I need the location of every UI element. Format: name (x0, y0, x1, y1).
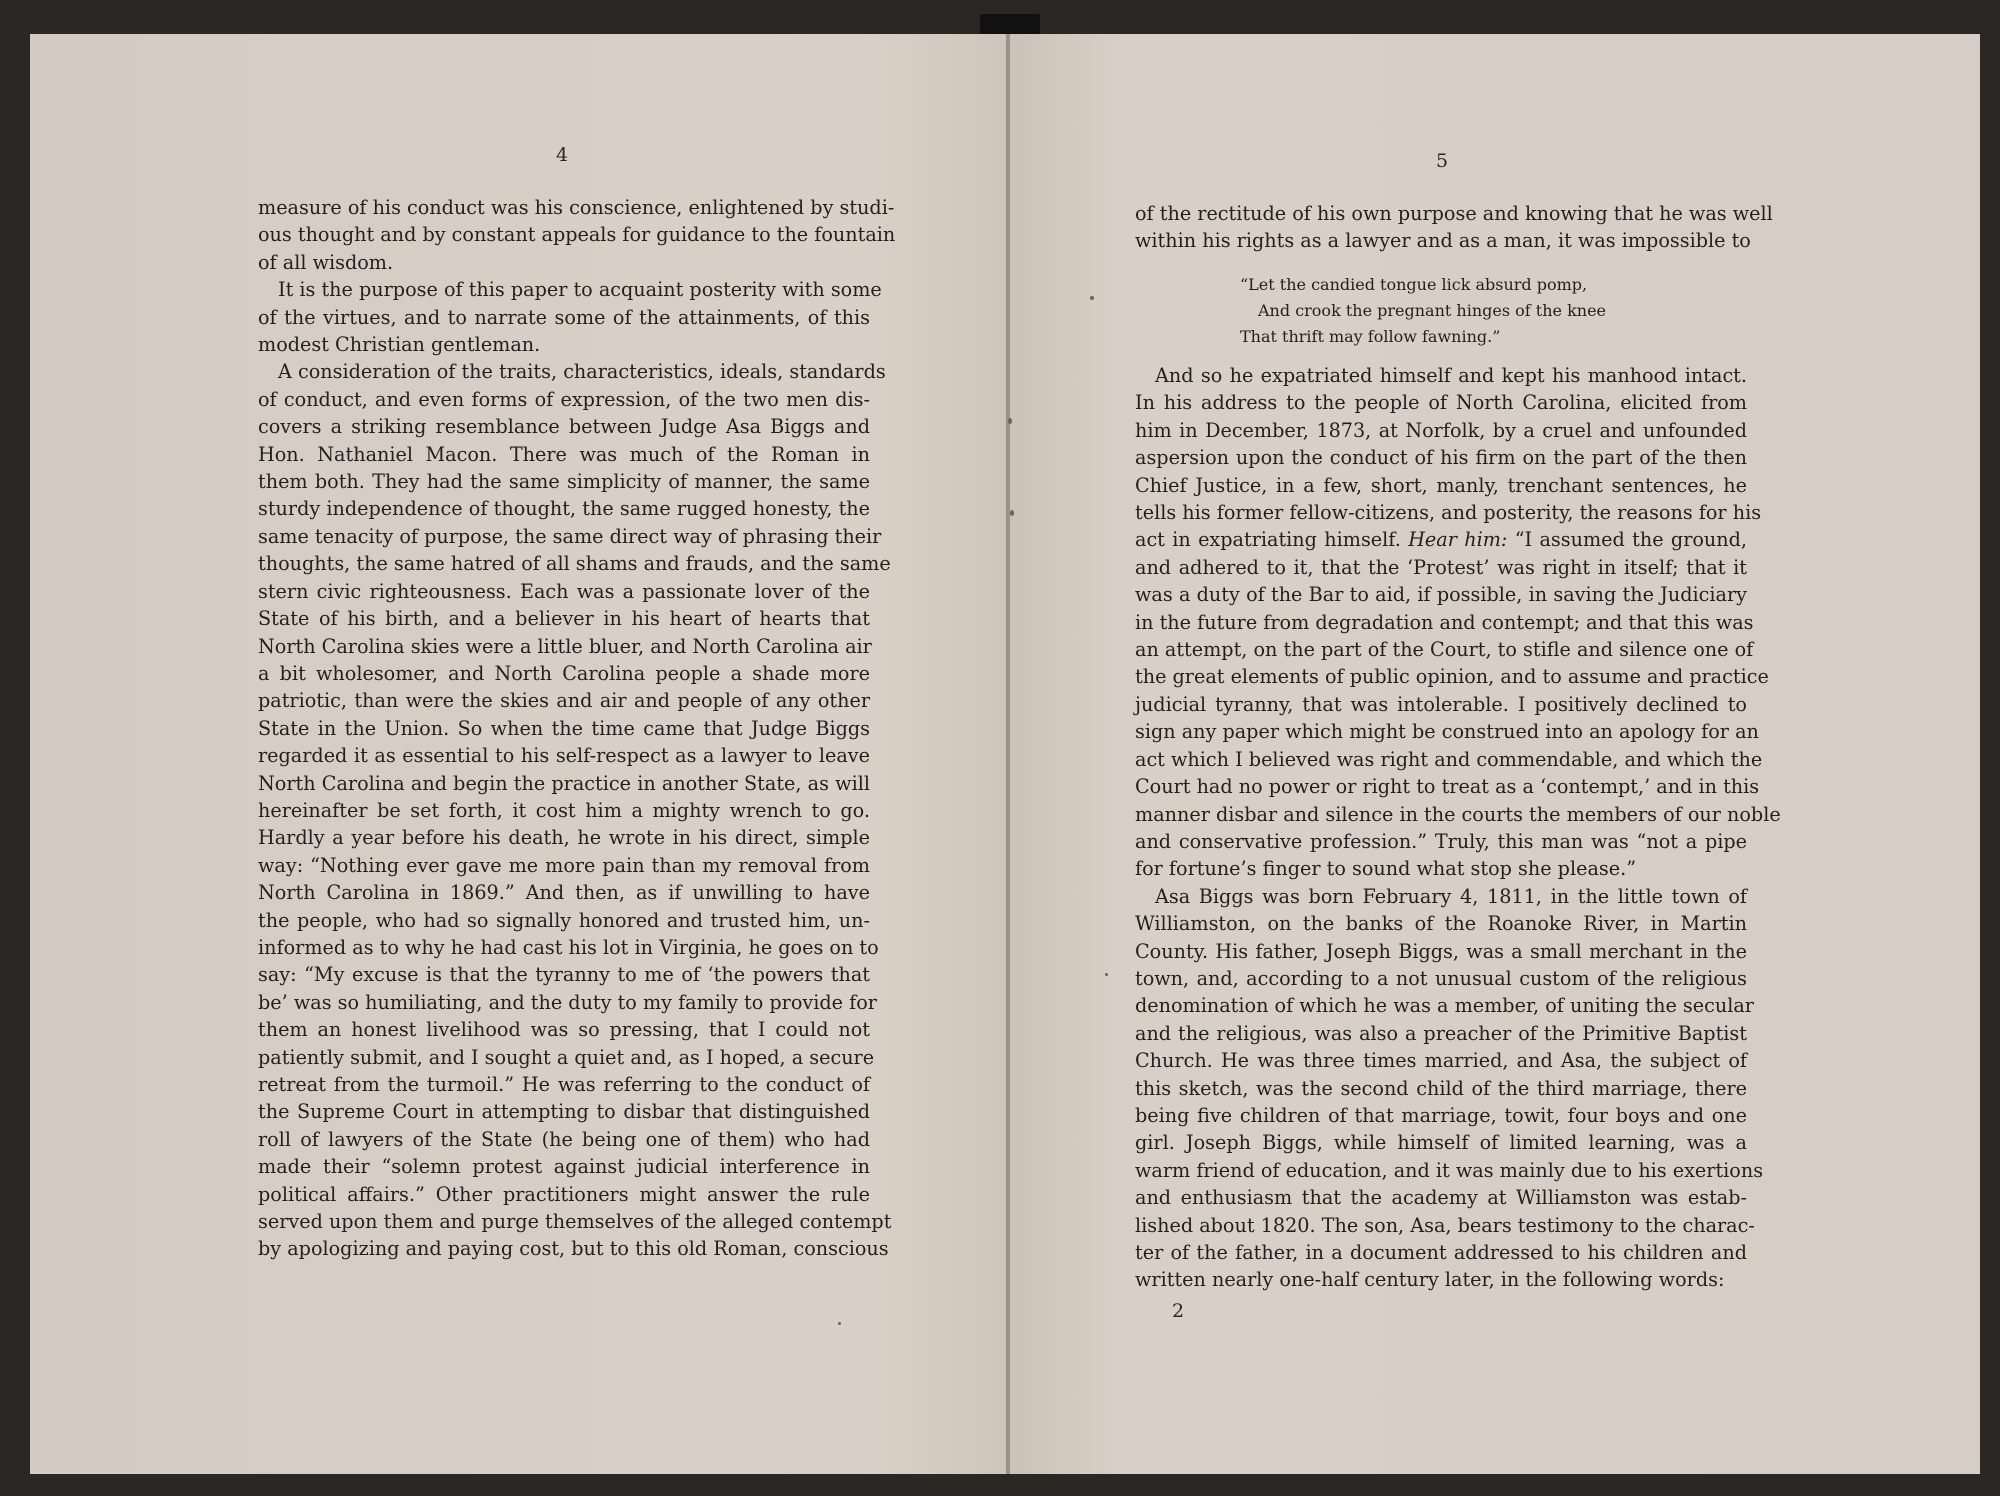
text-line: him in December, 1873, at Norfolk, by a cruel and unfounded (1135, 418, 1747, 442)
book-gutter (1006, 34, 1010, 1474)
text-line: Hardly a year before his death, he wrote in his direct, simple (258, 826, 870, 850)
text-line: retreat from the turmoil.” He was referring to the conduct of (258, 1073, 870, 1096)
text-line: Williamston, on the banks of the Roanoke River, in Martin (1135, 912, 1747, 936)
text-line: North Carolina and begin the practice in another State, as will (258, 771, 870, 795)
text-line: stern civic righteousness. Each was a passionate lover of the (258, 579, 870, 603)
text-line: patriotic, than were the skies and air and people of any other (258, 689, 870, 713)
text-line: this sketch, was the second child of the third marriage, there (1135, 1076, 1747, 1100)
text-line: within his rights as a lawyer and as a man, it was impossible to (1135, 229, 1751, 253)
quote-line-1: “Let the candied tongue lick absurd pomp, (1240, 275, 1588, 294)
signature-mark: 2 (1172, 1300, 1185, 1322)
text-line: served upon them and purge themselves of the alleged contempt (258, 1210, 892, 1234)
text-line: an attempt, on the part of the Court, to stifle and silence one of (1135, 638, 1754, 662)
italic-follow-text: “I assumed the ground, (1507, 528, 1748, 552)
text-line: sturdy independence of thought, the same rugged honesty, the (258, 497, 870, 521)
text-line: State in the Union. So when the time came that Judge Biggs (258, 716, 870, 740)
text-line: written nearly one-half century later, in the following words: (1135, 1268, 1725, 1292)
quote-line-2: And crook the pregnant hinges of the knee (1258, 301, 1606, 320)
text-line: patiently submit, and I sought a quiet and, as I hoped, a secure (258, 1045, 875, 1069)
text-line: lished about 1820. The son, Asa, bears testimony to the charac- (1135, 1213, 1755, 1237)
text-line: Hon. Nathaniel Macon. There was much of the Roman in (258, 442, 870, 466)
text-line: judicial tyranny, that was intolerable. I positively declined to (1135, 692, 1747, 716)
paper-speck (1010, 510, 1014, 516)
text-line: modest Christian gentleman. (258, 333, 541, 357)
text-line: In his address to the people of North Carolina, elicited from (1135, 391, 1747, 415)
right-page-number: 5 (1436, 150, 1449, 172)
text-line: made their “solemn protest against judicial interference in (258, 1155, 870, 1179)
text-line: and enthusiasm that the academy at Williamston was estab- (1135, 1186, 1747, 1210)
text-line: tells his former fellow-citizens, and posterity, the reasons for his (1135, 501, 1762, 525)
poetry-quote (1240, 272, 1680, 350)
left-page-text (258, 194, 896, 1263)
text-line: of the virtues, and to narrate some of the attainments, of this (258, 305, 870, 329)
text-line: them both. They had the same simplicity of manner, the same (258, 470, 870, 494)
text-line: It is the purpose of this paper to acquaint posterity with some (278, 278, 882, 302)
text-line: County. His father, Joseph Biggs, was a small merchant in the (1135, 939, 1747, 963)
paragraph (258, 358, 892, 1262)
text-line: being five children of that marriage, towit, four boys and one (1135, 1103, 1747, 1127)
text-line: Asa Biggs was born February 4, 1811, in the little town of (1155, 884, 1747, 908)
text-line: the Supreme Court in attempting to disbar that distinguished (258, 1100, 870, 1124)
paragraph (1135, 362, 1781, 883)
text-line: Court had no power or right to treat as a ‘contempt,’ and in this (1135, 775, 1760, 799)
text-line: in the future from degradation and contempt; and that this was (1135, 610, 1754, 634)
text-line: them an honest livelihood was so pressing, that I could not (258, 1018, 870, 1042)
text-line: roll of lawyers of the State (he being one of them) who had (258, 1127, 870, 1151)
text-line: Church. He was three times married, and Asa, the subject of (1135, 1049, 1747, 1073)
paper-speck (1090, 296, 1094, 300)
text-line: and the religious, was also a preacher of the Primitive Baptist (1135, 1021, 1747, 1045)
text-line: the great elements of public opinion, and to assume and practice (1135, 665, 1769, 689)
text-line: ter of the father, in a document addressed to his children and (1135, 1241, 1747, 1264)
left-page-number: 4 (556, 144, 569, 166)
paper-speck (838, 1322, 841, 1325)
text-line: and adhered to it, that the ‘Protest’ was right in itself; that it (1135, 555, 1747, 579)
quote-line-3: That thrift may follow fawning.” (1240, 327, 1501, 346)
text-line: way: “Nothing ever gave me more pain than my removal from (258, 853, 870, 877)
text-line: informed as to why he had cast his lot in Virginia, he goes on to (258, 935, 879, 959)
text-line: say: “My excuse is that the tyranny to me of ‘the powers that (258, 963, 870, 987)
text-line: manner disbar and silence in the courts the members of our noble (1135, 802, 1781, 826)
text-line: State of his birth, and a believer in his heart of hearts that (258, 607, 870, 631)
paper-speck (1105, 973, 1108, 976)
text-line: And so he expatriated himself and kept his manhood intact. (1155, 364, 1747, 387)
text-line: A consideration of the traits, characteristics, ideals, standards (278, 360, 886, 384)
text-line: by apologizing and paying cost, but to this old Roman, conscious (258, 1237, 889, 1261)
text-line: ous thought and by constant appeals for guidance to the fountain (258, 223, 896, 247)
right-page-text (1135, 362, 1781, 1294)
text-line: the people, who had so signally honored and trusted him, un- (258, 908, 870, 932)
text-line: regarded it as essential to his self-respect as a lawyer to leave (258, 744, 870, 768)
text-line: thoughts, the same hatred of all shams and frauds, and the same (258, 552, 891, 576)
text-line: covers a striking resemblance between Judge Asa Biggs and (258, 415, 870, 439)
text-line: political affairs.” Other practitioners might answer the rule (258, 1182, 870, 1206)
text-line: Chief Justice, in a few, short, manly, trenchant sentences, he (1135, 473, 1747, 497)
text-line: a bit wholesomer, and North Carolina people a shade more (258, 661, 870, 685)
text-line: aspersion upon the conduct of his firm on the part of the then (1135, 446, 1747, 470)
text-line: same tenacity of purpose, the same direct way of phrasing their (258, 524, 882, 548)
text-line: warm friend of education, and it was mainly due to his exertions (1135, 1158, 1764, 1182)
text-line: and conservative profession.” Truly, this man was “not a pipe (1135, 829, 1747, 853)
paragraph (258, 194, 896, 276)
paragraph (258, 276, 882, 358)
text-line: town, and, according to a not unusual custom of the religious (1135, 966, 1747, 990)
text-line: of all wisdom. (258, 250, 394, 274)
text-line: of conduct, and even forms of expression, of the two men dis- (258, 387, 870, 411)
right-page-intro-text (1135, 200, 1773, 255)
text-line: act which I believed was right and commendable, and which the (1135, 747, 1763, 771)
text-line: measure of his conduct was his conscience, enlightened by studi- (258, 196, 895, 219)
text-line: for fortune’s finger to sound what stop she please.” (1135, 857, 1637, 881)
text-line: act in expatriating himself. Hear him: “I assumed the ground, (1135, 528, 1748, 552)
text-line: hereinafter be set forth, it cost him a mighty wrench to go. (258, 798, 870, 822)
text-line: of the rectitude of his own purpose and knowing that he was well (1135, 202, 1773, 225)
italic-phrase: Hear him: (1408, 528, 1508, 552)
text-line: was a duty of the Bar to aid, if possible, in saving the Judiciary (1135, 583, 1747, 607)
text-line: denomination of which he was a member, of uniting the secular (1135, 994, 1754, 1018)
text-line: sign any paper which might be construed into an apology for an (1135, 720, 1759, 744)
binding-clip (980, 14, 1040, 36)
paragraph (1135, 883, 1764, 1294)
text-line: North Carolina in 1869.” And then, as if unwilling to have (258, 881, 870, 905)
text-line: be’ was so humiliating, and the duty to my family to provide for (258, 990, 877, 1014)
text-line: North Carolina skies were a little bluer, and North Carolina air (258, 634, 872, 658)
text-line: girl. Joseph Biggs, while himself of limited learning, was a (1135, 1131, 1747, 1155)
paper-speck (1008, 418, 1012, 424)
